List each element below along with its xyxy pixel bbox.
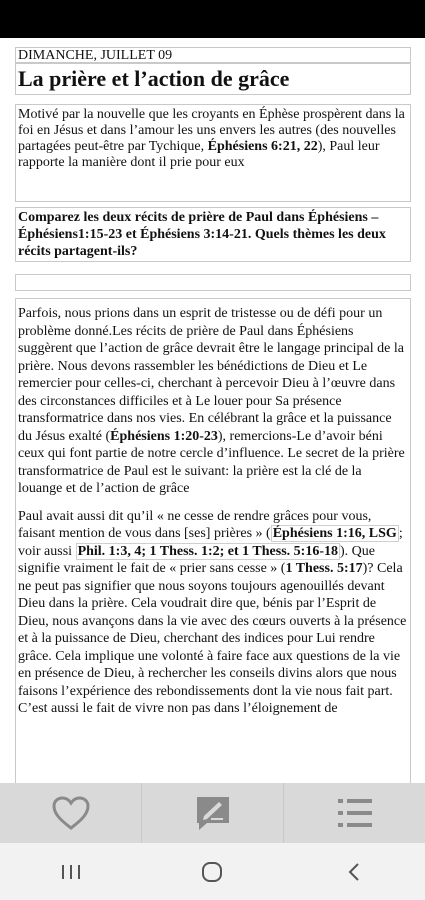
bible-reference[interactable]: Éphésiens 1:16, LSG — [272, 526, 397, 541]
back-button[interactable] — [324, 852, 384, 892]
intro-paragraph — [15, 104, 411, 202]
reading-content[interactable] — [0, 38, 425, 783]
body-text: ), remercions-Le d’avoir béni ceux qui font partie de notre cercle d’influence. Le secret de la prière transformatrice de Paul est le suivant: la prière est la clé de la louange et de l’action de grâce — [18, 428, 405, 496]
contents-button[interactable] — [284, 783, 425, 843]
home-icon — [201, 861, 223, 883]
lesson-body — [15, 298, 411, 783]
answer-field[interactable] — [15, 274, 411, 291]
recent-apps-icon — [60, 863, 82, 881]
list-icon — [335, 796, 375, 830]
intro-reference[interactable]: Éphésiens 6:21, 22 — [207, 139, 318, 154]
body-text: Parfois, nous prions dans un esprit de tristesse ou de défi pour un problème donné.Les récits de prière de Paul dans Éphésiens suggèrent que l’action de grâce devrait être le langage principal de la prière. Nous devons rassembler les bénédictions de Dieu et Le remercier pour celles-ci, cherchant à percevoir Dieu à l’œuvre dans des circonstances difficiles et à Le louer pour Sa présence transformatrice dans nos vies. En célébrant la grâce et la puissance du Jésus exalté ( — [18, 306, 404, 444]
body-paragraph-2 — [18, 508, 408, 718]
body-text: Paul avait aussi dit qu’il « ne cesse de rendre grâces pour vous, faisant mention de vous dans [ses] prières » ( — [18, 508, 372, 541]
note-edit-icon — [193, 794, 233, 832]
back-icon — [347, 862, 361, 882]
intro-text: Motivé par la nouvelle que les croyants en Éphèse prospèrent dans la foi en Jésus et dans l’amour les uns envers les autres (des nouvelles partagées peut-être par Tychique, — [18, 107, 405, 154]
heart-icon — [51, 795, 91, 831]
intro-text-end: ), Paul leur rapporte la manière dont il prie pour eux — [18, 139, 380, 170]
bible-reference[interactable]: Phil. 1:3, 4; 1 Thess. 1:2; et 1 Thess. 5:16-18 — [77, 543, 338, 559]
body-text: )? Cela ne peut pas signifier que nous soyons toujours agenouillés devant Dieu dans la prière. Cela voudrait dire que, bénis par l’Esprit de Dieu, nous avançons dans la vie avec des cœurs ouverts à la présence et à la puissance de Dieu, cherchant des indices pour Lui rendre grâce. Cela implique une volonté à faire face aux questions de la vie en présence de Dieu, à rechercher les conseils divins alors que nous faisons l’expérience des rebondissements dont la vie nous fait part. C’est aussi le fait de vivre non pas dans l’éloignement de — [18, 561, 407, 716]
study-question: Comparez les deux récits de prière de Paul dans Éphésiens – Éphésiens1:15-23 et Éphésiens 3:14-21. Quels thèmes les deux récits partagent-ils? — [15, 207, 411, 262]
status-bar — [0, 0, 425, 38]
favorite-button[interactable] — [0, 783, 141, 843]
body-text: ). Que signifie vraiment le fait de « prier sans cesse » ( — [18, 543, 375, 576]
home-button[interactable] — [182, 852, 242, 892]
lesson-title: La prière et l’action de grâce — [15, 63, 411, 95]
notes-button[interactable] — [141, 783, 284, 843]
lesson-date: DIMANCHE, JUILLET 09 — [15, 47, 411, 63]
body-paragraph-1 — [18, 305, 408, 498]
body-text: ; voir aussi — [18, 526, 403, 559]
bible-reference[interactable]: Éphésiens 1:20-23 — [110, 428, 218, 444]
bible-reference[interactable]: 1 Thess. 5:17 — [285, 561, 363, 576]
system-nav-bar — [0, 843, 425, 900]
bottom-toolbar — [0, 783, 425, 843]
recent-apps-button[interactable] — [41, 852, 101, 892]
